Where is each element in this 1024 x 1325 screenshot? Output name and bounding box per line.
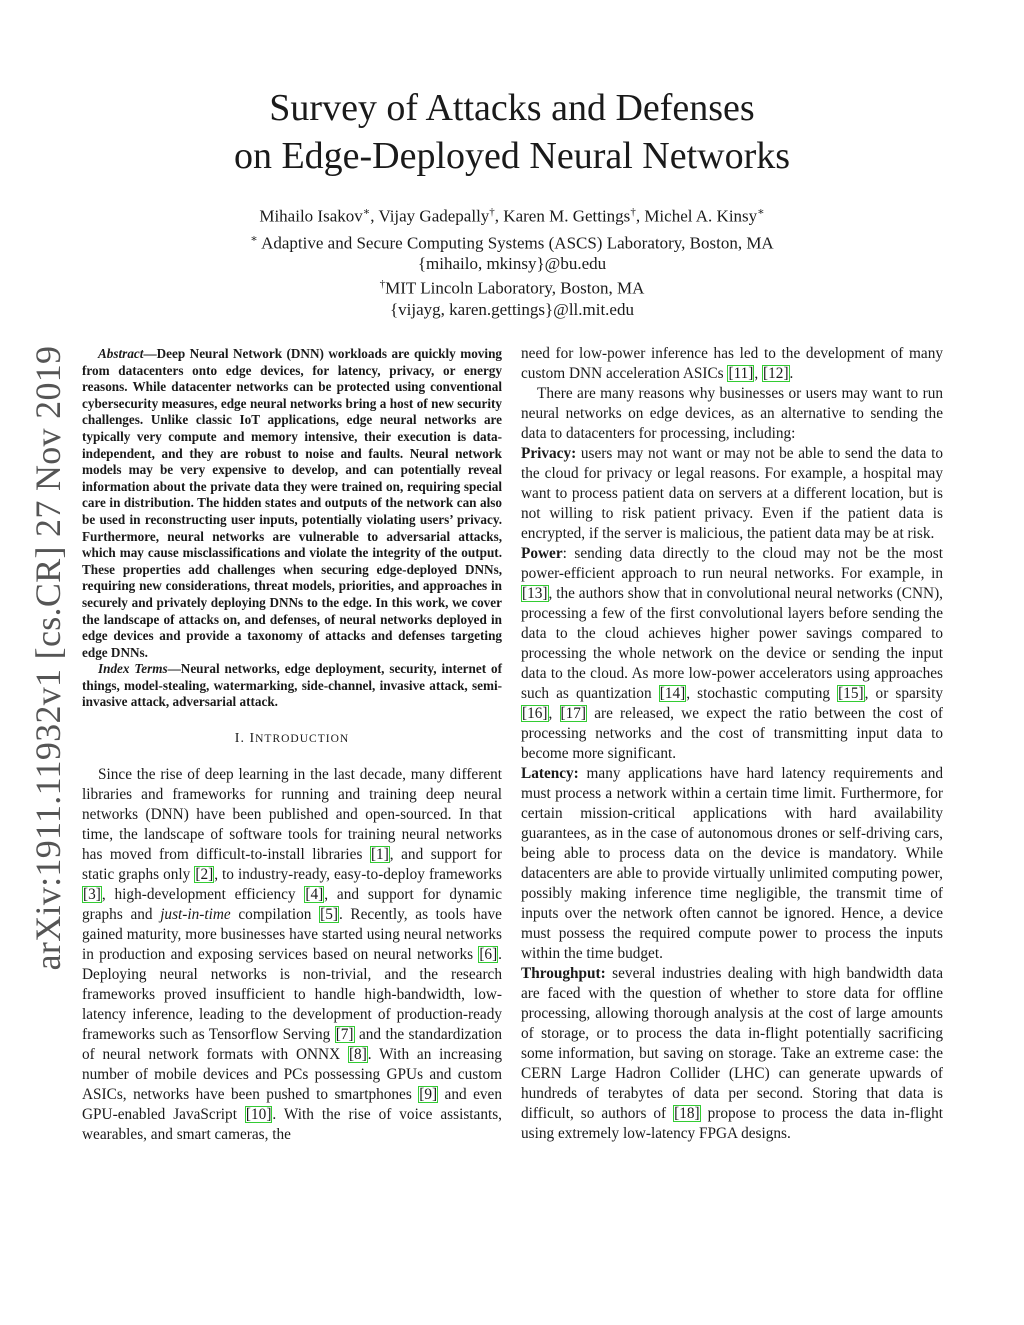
citation-link[interactable]: [18] bbox=[674, 1105, 700, 1122]
privacy-lead: Privacy: bbox=[521, 445, 577, 462]
title-line-1: Survey of Attacks and Defenses bbox=[269, 87, 755, 129]
arxiv-side-stamp: arXiv:1911.11932v1 [cs.CR] 27 Nov 2019 bbox=[28, 345, 68, 971]
citation-link[interactable]: [3] bbox=[83, 886, 101, 904]
author-4: Michel A. Kinsy bbox=[644, 206, 758, 226]
citation-link[interactable]: [12] bbox=[763, 365, 789, 382]
author-1: Mihailo Isakov bbox=[259, 206, 363, 226]
citation-link[interactable]: [11] bbox=[728, 365, 754, 382]
author-2: Vijay Gadepally bbox=[378, 206, 490, 226]
title-line-2: on Edge-Deployed Neural Networks bbox=[233, 135, 791, 177]
index-terms: Index Terms—Neural networks, edge deployment, security, internet of things, model-stealing, watermarking, side-channel, invasive attack, semi-invasive attack, adversarial attack. bbox=[82, 661, 502, 710]
email-1: {mihailo, mkinsy}@bu.edu bbox=[417, 254, 607, 274]
citation-link[interactable]: [7] bbox=[335, 1026, 354, 1044]
citation-link[interactable]: [1] bbox=[370, 846, 389, 864]
abstract-label: Abstract bbox=[98, 346, 144, 361]
affiliation-2: †MIT Lincoln Laboratory, Boston, MA bbox=[379, 278, 645, 298]
author-block bbox=[0, 202, 1024, 320]
index-terms-label: Index Terms bbox=[98, 661, 168, 677]
email-2: {vijayg, karen.gettings}@ll.mit.edu bbox=[390, 299, 634, 319]
citation-link[interactable]: [10] bbox=[245, 1106, 272, 1124]
throughput-lead: Throughput: bbox=[521, 965, 606, 982]
affiliation-1: ∗ Adaptive and Secure Computing Systems (ASCS) Laboratory, Boston, MA bbox=[250, 232, 774, 253]
power-paragraph: Power: sending data directly to the cloud may not be the most power-efficient approach to run neural networks. For example, in [13], the authors show that in convolutional neural networks (CNN), processing a few of the first convolutional layers before sending the data to the cloud achieves higher power savings compared to processing the whole network on the device or sending the input data to the cloud. As more low-power accelerators using approaches such as quantization [14], stochastic computing [15], or sparsity [16], [17] are released, we expect the ratio between the cost of processing networks and the cost of transmitting input data to become more significant. bbox=[521, 545, 943, 762]
section-heading-introduction: I. INTRODUCTION bbox=[234, 731, 350, 747]
citation-link[interactable]: [9] bbox=[419, 1086, 438, 1104]
latency-paragraph: Latency: many applications have hard latency requirements and must process a network within a certain time limit. Furthermore, for certain mission-critical applications with hard availability guarantees, as in the case of autonomous drones or self-driving cars, being able to process data on the device is mandatory. While datacenters are able to provide virtually unlimited computing power, possibly making inference time negligible, the transmit time of inputs over the network often cannot be ignored. Hence, a device must possess the required compute power to process the inputs within the time budget. bbox=[521, 765, 943, 962]
citation-link[interactable]: [5] bbox=[320, 906, 338, 924]
right-column bbox=[521, 344, 943, 1144]
citation-link[interactable]: [8] bbox=[348, 1046, 367, 1064]
author-3: Karen M. Gettings bbox=[503, 206, 631, 226]
throughput-paragraph: Throughput: several industries dealing with high bandwidth data are faced with the question of whether to store data for offline processing, allowing thorough analysis at the cost of large amounts of storage, or to process the data in-flight potentially sacrificing some information, but saving on storage. Take an extreme case: the CERN Large Hadron Collider (LHC) can generate upwards of hundreds of terabytes of data per second. Storing that data is difficult, so authors of [18] propose to process the data in-flight using extremely low-latency FPGA designs. bbox=[521, 965, 944, 1142]
author-names: Mihailo Isakov∗, Vijay Gadepally†, Karen M. Gettings†, Michel A. Kinsy∗ bbox=[259, 206, 765, 226]
citation-link[interactable]: [4] bbox=[305, 886, 324, 904]
paper-title bbox=[0, 84, 1024, 180]
latency-lead: Latency: bbox=[521, 765, 579, 782]
continuation-paragraph: need for low-power inference has led to the development of many custom DNN acceleration ASICs [11], [12]. bbox=[521, 345, 943, 382]
citation-link[interactable]: [2] bbox=[195, 866, 214, 884]
citation-link[interactable]: [16] bbox=[522, 705, 548, 722]
citation-link[interactable]: [14] bbox=[659, 685, 686, 702]
citation-link[interactable]: [17] bbox=[560, 705, 587, 722]
power-lead: Power bbox=[521, 545, 563, 562]
citation-link[interactable]: [13] bbox=[522, 585, 548, 602]
abstract-text: Deep Neural Network (DNN) workloads are quickly moving from datacenters onto edge devices, for latency, privacy, or energy reasons. While datacenter networks can be protected using conventional cybersecurity measures, edge neural networks bring a host of new security challenges. Unlike classic IoT applications, edge neural networks are typically very compute and memory intensive, their execution is data-independent, and they are robust to noise and faults. Neural network models may be very expensive to develop, and can potentially reveal information about the private data they were trained on, requiring special care in distribution. The hidden states and outputs of the network can also be used in reconstructing user inputs, potentially violating users’ privacy. Furthermore, neural networks are vulnerable to adversarial attacks, which may cause misclassifications and violate the integrity of the output. These properties add challenges when securing edge-deployed DNNs, requiring new considerations, threat models, priorities, and approaches in securely and privately deploying DNNs to the edge. In this work, we cover the landscape of attacks on, and defenses, of neural networks deployed in edge devices and provide a taxonomy of attacks and defenses targeting edge DNNs. bbox=[82, 346, 502, 660]
left-column bbox=[82, 346, 502, 1145]
index-terms-text: Neural networks, edge deployment, security, internet of things, model-stealing, watermarking, side-channel, invasive attack, semi-invasive attack, adversarial attack. bbox=[82, 661, 502, 710]
intro-paragraph: Since the rise of deep learning in the last decade, many different libraries and frameworks for running and training deep neural networks (DNN) have been published and open-sourced. In that time, the landscape of software tools for training neural networks has moved from difficult-to-install libraries [1], and support for static graphs only [2], to industry-ready, easy-to-deploy frameworks [3], high-development efficiency [4], and support for dynamic graphs and just-in-time compilation [5]. Recently, as tools have gained maturity, more businesses have started using neural networks in production and exposing services based on neural networks [6]. Deploying neural networks is non-trivial, and the research frameworks proved insufficient to handle high-bandwidth, low-latency inference, leading to the development of production-ready frameworks such as Tensorflow Serving [7] and the standardization of neural network formats with ONNX [8]. With an increasing number of mobile devices and PCs possessing GPUs and custom ASICs, networks have been pushed to smartphones [9] and even GPU-enabled JavaScript [10]. With the rise of voice assistants, wearables, and smart cameras, the bbox=[82, 766, 503, 1144]
citation-link[interactable]: [6] bbox=[479, 946, 498, 964]
reasons-paragraph: There are many reasons why businesses or users may want to run neural networks on edge devices, as an alternative to sending the data to datacenters for processing, including: bbox=[521, 385, 943, 442]
citation-link[interactable]: [15] bbox=[838, 685, 864, 702]
privacy-paragraph: Privacy: users may not want or may not be able to send the data to the cloud for privacy or legal reasons. For example, a hospital may want to process patient data on servers at a different location, but is not willing to risk patient privacy. Even if the patient data is encrypted, if the server is malicious, the patient data may be at risk. bbox=[521, 445, 943, 542]
abstract: Abstract—Deep Neural Network (DNN) workloads are quickly moving from datacenters onto edge devices, for latency, privacy, or energy reasons. While datacenter networks can be protected using conventional cybersecurity measures, edge neural networks bring a host of new security challenges. Unlike classic IoT applications, edge neural networks are typically very compute and memory intensive, their execution is data-independent, and they are robust to noise and faults. Neural network models may be very expensive to develop, and can potentially reveal information about the private data they were trained on, requiring special care in distribution. The hidden states and outputs of the network can also be used in reconstructing user inputs, potentially violating users’ privacy. Furthermore, neural networks are vulnerable to adversarial attacks, which may cause misclassifications and violate the integrity of the output. These properties add challenges when securing edge-deployed DNNs, requiring new considerations, threat models, priorities, and approaches in securely and privately deploying DNNs to the edge. In this work, we cover the landscape of attacks on, and defenses, of neural networks deployed in edge devices and provide a taxonomy of attacks and defenses targeting edge DNNs. bbox=[82, 346, 502, 660]
